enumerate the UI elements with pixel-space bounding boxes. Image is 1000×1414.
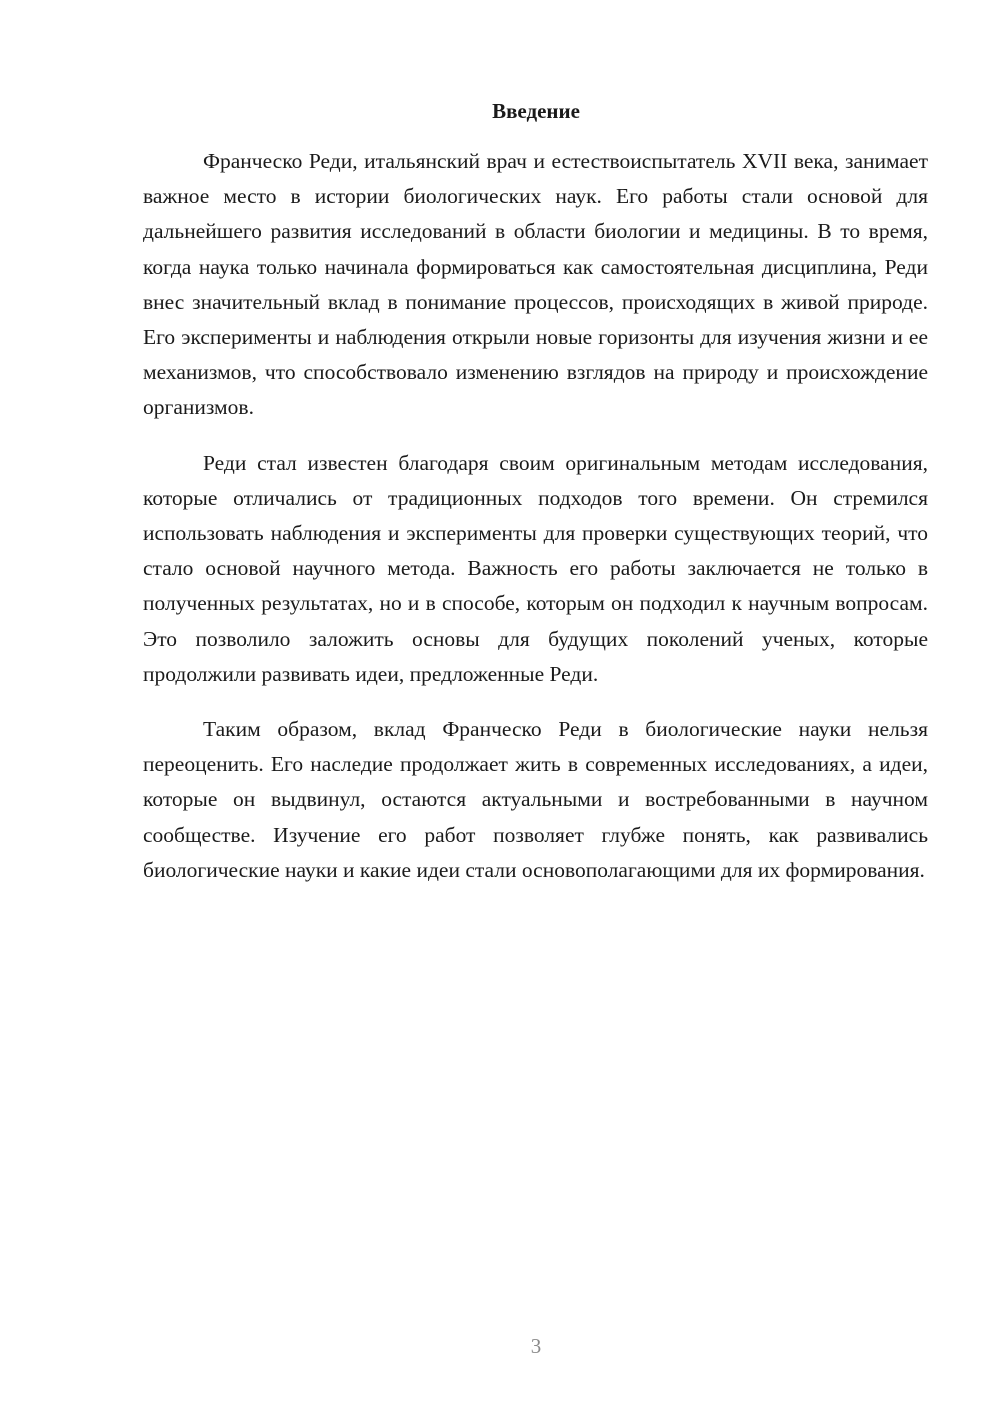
paragraph-1: Франческо Реди, итальянский врач и естествоиспытатель XVII века, занимает важное место в истории биологических наук. Его работы стали основой для дальнейшего развития исследований в области биологии и медицины. В то время, когда наука только начинала формироваться как самостоятельная дисциплина, Реди внес значительный вклад в понимание процессов, происходящих в живой природе. Его эксперименты и наблюдения открыли новые горизонты для изучения жизни и ее механизмов, что способствовало изменению взглядов на природу и происхождение организмов. bbox=[143, 149, 928, 420]
body-text bbox=[143, 144, 928, 908]
paragraph-3: Таким образом, вклад Франческо Реди в биологические науки нельзя переоценить. Его наследие продолжает жить в современных исследованиях, а идеи, которые он выдвинул, остаются актуальными и востребованными в научном сообществе. Изучение его работ позволяет глубже понять, как развивались биологические науки и какие идеи стали основополагающими для их формирования. bbox=[143, 717, 928, 882]
page-number: 3 bbox=[530, 1334, 542, 1358]
section-heading: Введение bbox=[492, 99, 580, 123]
paragraph-2: Реди стал известен благодаря своим оригинальным методам исследования, которые отличались от традиционных подходов того времени. Он стремился использовать наблюдения и эксперименты для проверки существующих теорий, что стало основой научного метода. Важность его работы заключается не только в полученных результатах, но и в способе, которым он подходил к научным вопросам. Это позволило заложить основы для будущих поколений ученых, которые продолжили развивать идеи, предложенные Реди. bbox=[143, 450, 928, 686]
